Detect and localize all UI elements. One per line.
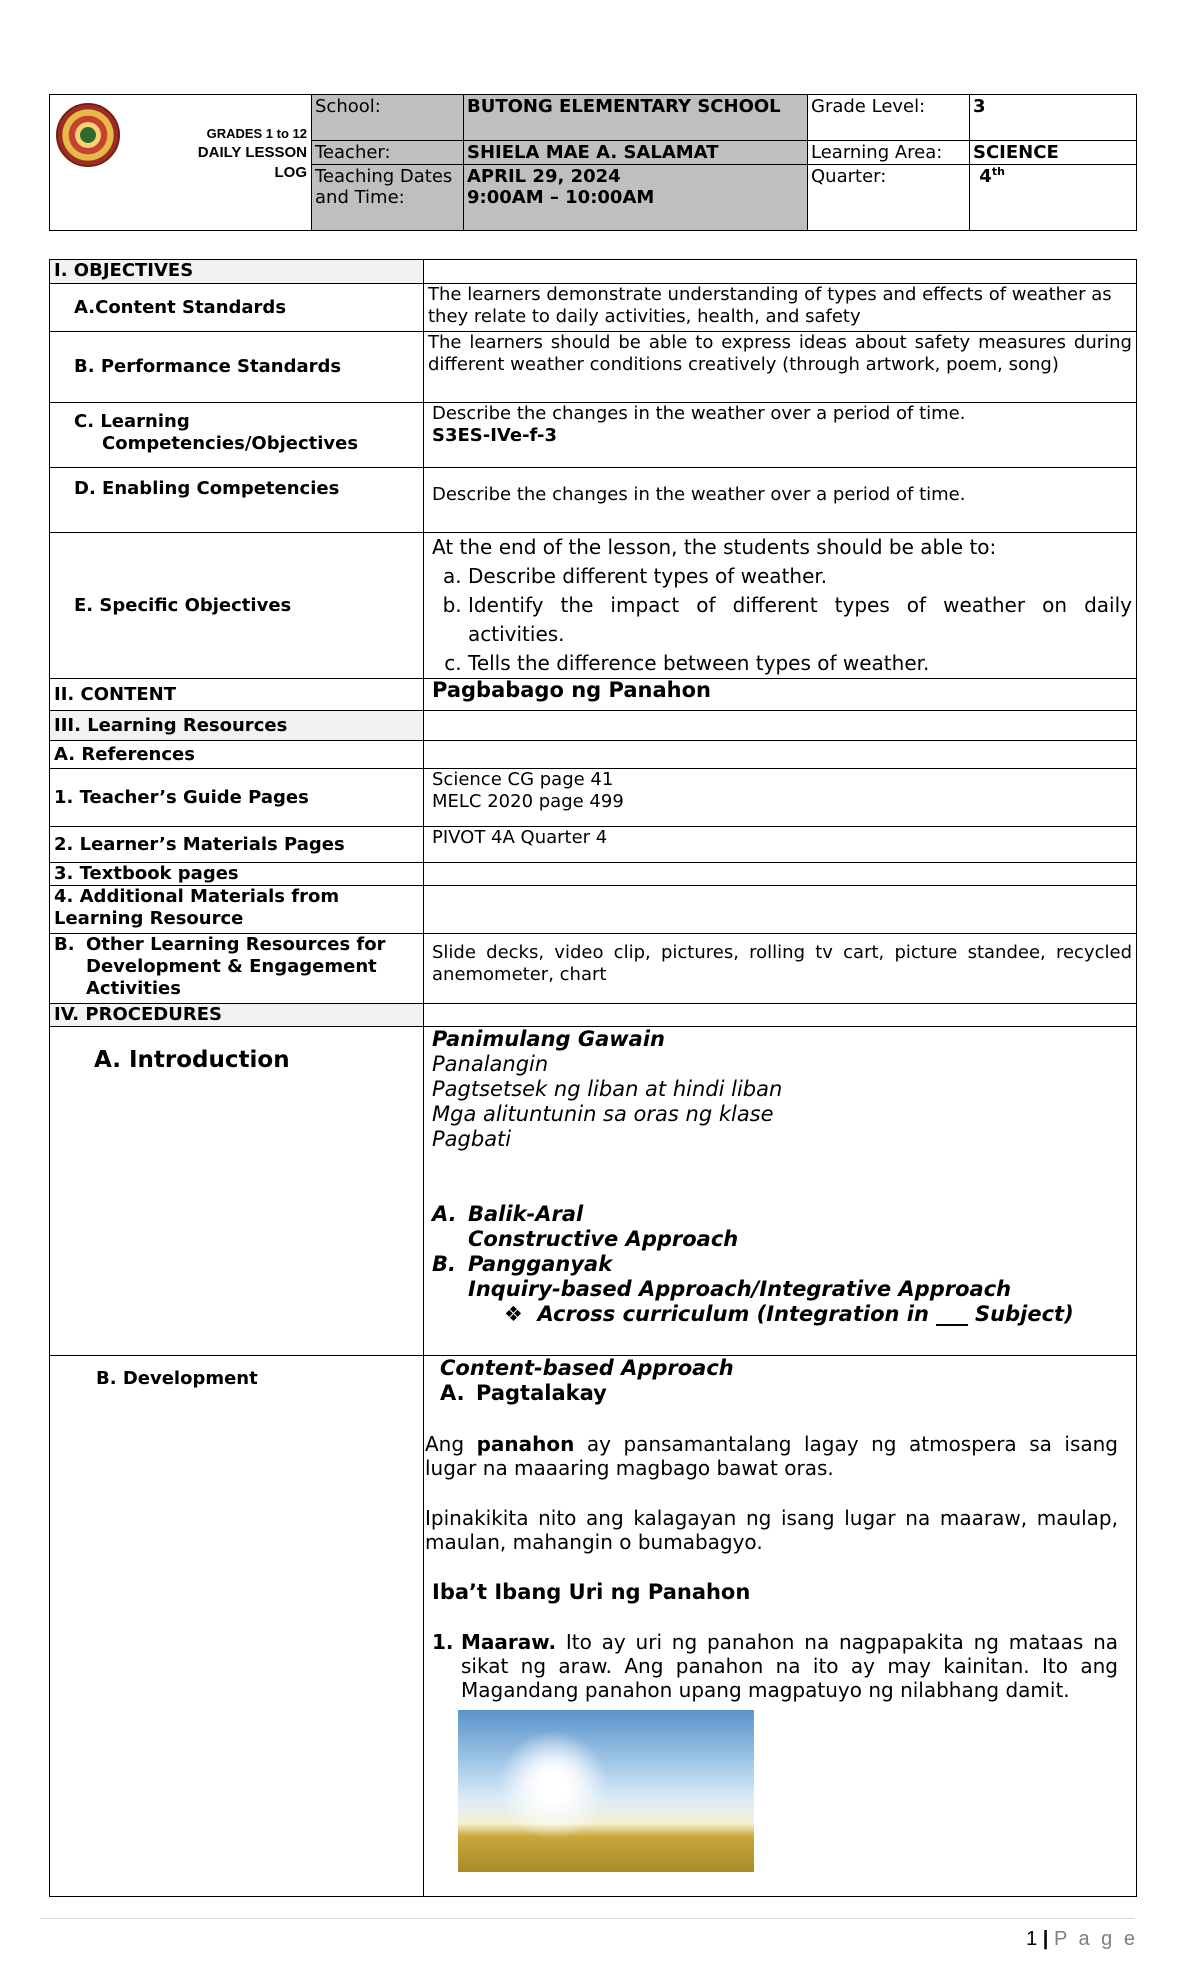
- objectives-heading: I. OBJECTIVES: [50, 260, 424, 284]
- specific-objective-item: a. Describe different types of weather.: [468, 562, 1132, 591]
- performance-standards-label: B. Performance Standards: [50, 332, 424, 403]
- additional-materials-blank: [424, 886, 1137, 934]
- textbook-pages-label: 3. Textbook pages: [50, 863, 424, 886]
- learning-area-value: SCIENCE: [970, 141, 1137, 165]
- other-resources-value: Slide decks, video clip, pictures, rolling tv cart, picture standee, recycled anemometer, chart: [424, 934, 1137, 1004]
- quarter-value: [970, 165, 1137, 231]
- para1-pre: Ang: [425, 1432, 477, 1456]
- footer-divider: [40, 1918, 1135, 1919]
- grade-level-label: Grade Level:: [808, 95, 970, 141]
- quarter-suffix: th: [991, 165, 1005, 178]
- date-value: APRIL 29, 2024: [467, 166, 621, 187]
- sunny-field-image: [458, 1710, 754, 1872]
- lesson-plan-table: [49, 259, 1137, 1897]
- procedures-heading: IV. PROCEDURES: [50, 1004, 424, 1027]
- type-description: [461, 1630, 1118, 1702]
- header-logo-cell: [50, 95, 312, 231]
- time-value: 9:00AM – 10:00AM: [467, 187, 655, 208]
- introduction-content: [424, 1027, 1137, 1356]
- teacher-label: Teacher:: [312, 141, 464, 165]
- competencies-label-line1: C. Learning: [74, 411, 190, 432]
- pagtalakay-letter: A.: [440, 1381, 465, 1405]
- across-curriculum-text: Across curriculum (Integration in ___ Subject): [537, 1302, 1074, 1326]
- specific-objectives-label: E. Specific Objectives: [50, 533, 424, 679]
- learning-resources-blank: [424, 711, 1137, 741]
- references-label: A. References: [50, 741, 424, 769]
- teachers-guide-line2: MELC 2020 page 499: [432, 791, 624, 812]
- para1-post: ay pansamantalang lagay ng atmospera sa isang lugar na maaaring magbago bawat oras.: [425, 1432, 1118, 1480]
- teachers-guide-line1: Science CG page 41: [432, 769, 614, 790]
- balik-aral-approach: Constructive Approach: [468, 1227, 739, 1251]
- content-standards-label: A.Content Standards: [50, 284, 424, 332]
- dll-line2: LOG: [274, 164, 307, 181]
- teachers-guide-label: 1. Teacher’s Guide Pages: [50, 769, 424, 827]
- quarter-label: Quarter:: [808, 165, 970, 231]
- teachers-guide-cell: [424, 769, 1137, 827]
- teaching-dates-value: [464, 165, 808, 231]
- dll-title: [198, 125, 307, 183]
- references-blank: [424, 741, 1137, 769]
- pangganyak-approach: Inquiry-based Approach/Integrative Approach: [468, 1277, 1012, 1301]
- development-label: B. Development: [50, 1356, 424, 1897]
- school-label: School:: [312, 95, 464, 141]
- balik-aral-row: [432, 1202, 1132, 1227]
- type-number: 1.: [432, 1630, 454, 1654]
- school-value: BUTONG ELEMENTARY SCHOOL: [464, 95, 808, 141]
- teacher-value: SHIELA MAE A. SALAMAT: [464, 141, 808, 165]
- other-resources-text: Other Learning Resources for Development & Engagement Activities: [86, 934, 386, 999]
- introduction-label-cell: [50, 1027, 424, 1356]
- other-resources-letter: B.: [54, 934, 75, 955]
- diamond-bullet-icon: ❖: [504, 1302, 523, 1326]
- teaching-dates-label: Teaching Dates and Time:: [312, 165, 464, 231]
- panahon-term: panahon: [476, 1432, 575, 1456]
- learners-materials-value: PIVOT 4A Quarter 4: [424, 827, 1137, 863]
- competency-text: Describe the changes in the weather over a period of time.: [432, 403, 966, 424]
- specific-objectives-list: [432, 562, 1132, 678]
- type-text: Ito ay uri ng panahon na nagpapakita ng mataas na sikat ng araw. Ang panahon na ito ay may kainitan. Ito ang Magandang panahon upang magpatuyo ng nilabhang damit.: [461, 1630, 1118, 1702]
- pangganyak: Pangganyak: [468, 1252, 613, 1276]
- competencies-label-line2: Competencies/Objectives: [102, 433, 359, 454]
- enabling-competencies-label: D. Enabling Competencies: [50, 468, 424, 533]
- specific-objectives-cell: [424, 533, 1137, 679]
- objectives-blank: [424, 260, 1137, 284]
- procedures-blank: [424, 1004, 1137, 1027]
- performance-standards-text: The learners should be able to express ideas about safety measures during different weather conditions creatively (through artwork, poem, song): [424, 332, 1137, 403]
- intro-line: Panalangin: [432, 1052, 549, 1076]
- header-table: [49, 94, 1137, 231]
- ipinakikita-paragraph: Ipinakikita nito ang kalagayan ng isang lugar na maaraw, maulap, maulan, mahangin o bumabagyo.: [425, 1506, 1118, 1554]
- content-standards-text: The learners demonstrate understanding of types and effects of weather as they relate to daily activities, health, and safety: [424, 284, 1137, 332]
- pangganyak-row: [432, 1252, 1132, 1277]
- pagtalakay-row: [425, 1381, 1118, 1406]
- pangganyak-letter: B.: [432, 1252, 456, 1276]
- textbook-pages-blank: [424, 863, 1137, 886]
- balik-aral-letter: A.: [432, 1202, 457, 1226]
- specific-objective-item: b. Identify the impact of different types of weather on daily activities.: [468, 591, 1132, 649]
- intro-title: Panimulang Gawain: [432, 1027, 665, 1051]
- type-item-maaraw: [425, 1630, 1118, 1702]
- pagtalakay: Pagtalakay: [476, 1381, 607, 1405]
- competencies-cell: [424, 403, 1137, 468]
- learners-materials-label: 2. Learner’s Materials Pages: [50, 827, 424, 863]
- intro-line: Pagtsetsek ng liban at hindi liban: [432, 1077, 783, 1101]
- content-value: Pagbabago ng Panahon: [424, 679, 1137, 711]
- specific-objective-item: c. Tells the difference between types of weather.: [468, 649, 1132, 678]
- dev-approach: Content-based Approach: [440, 1356, 734, 1380]
- development-content: [424, 1356, 1137, 1897]
- learning-area-label: Learning Area:: [808, 141, 970, 165]
- additional-materials-label: 4. Additional Materials from Learning Resource: [50, 886, 424, 934]
- page-footer: [1026, 1928, 1138, 1951]
- dll-line1: DAILY LESSON: [197, 144, 307, 161]
- learning-resources-heading: III. Learning Resources: [50, 711, 424, 741]
- across-curriculum: [432, 1302, 1132, 1327]
- competencies-label: [50, 403, 424, 468]
- content-heading: II. CONTENT: [50, 679, 424, 711]
- page-number: 1: [1026, 1928, 1038, 1950]
- intro-line: Mga alituntunin sa oras ng klase: [432, 1102, 774, 1126]
- deped-seal-logo: [56, 103, 120, 167]
- competency-code: S3ES-IVe-f-3: [432, 425, 558, 446]
- specific-objectives-intro: At the end of the lesson, the students should be able to:: [432, 535, 997, 559]
- other-resources-label: [50, 934, 424, 1004]
- types-title: Iba’t Ibang Uri ng Panahon: [432, 1580, 751, 1604]
- balik-aral: Balik-Aral: [468, 1202, 584, 1226]
- quarter-number: 4: [979, 166, 992, 187]
- page-word: P a g e: [1053, 1928, 1138, 1950]
- panahon-paragraph: [425, 1432, 1118, 1480]
- enabling-competencies-text: Describe the changes in the weather over a period of time.: [424, 468, 1137, 533]
- page-separator: |: [1037, 1928, 1054, 1950]
- grades-label: GRADES 1 to 12: [206, 126, 307, 141]
- intro-line: Pagbati: [432, 1127, 512, 1151]
- grade-level-value: 3: [970, 95, 1137, 141]
- type-name: Maaraw.: [461, 1630, 557, 1654]
- introduction-label: A. Introduction: [94, 1047, 290, 1073]
